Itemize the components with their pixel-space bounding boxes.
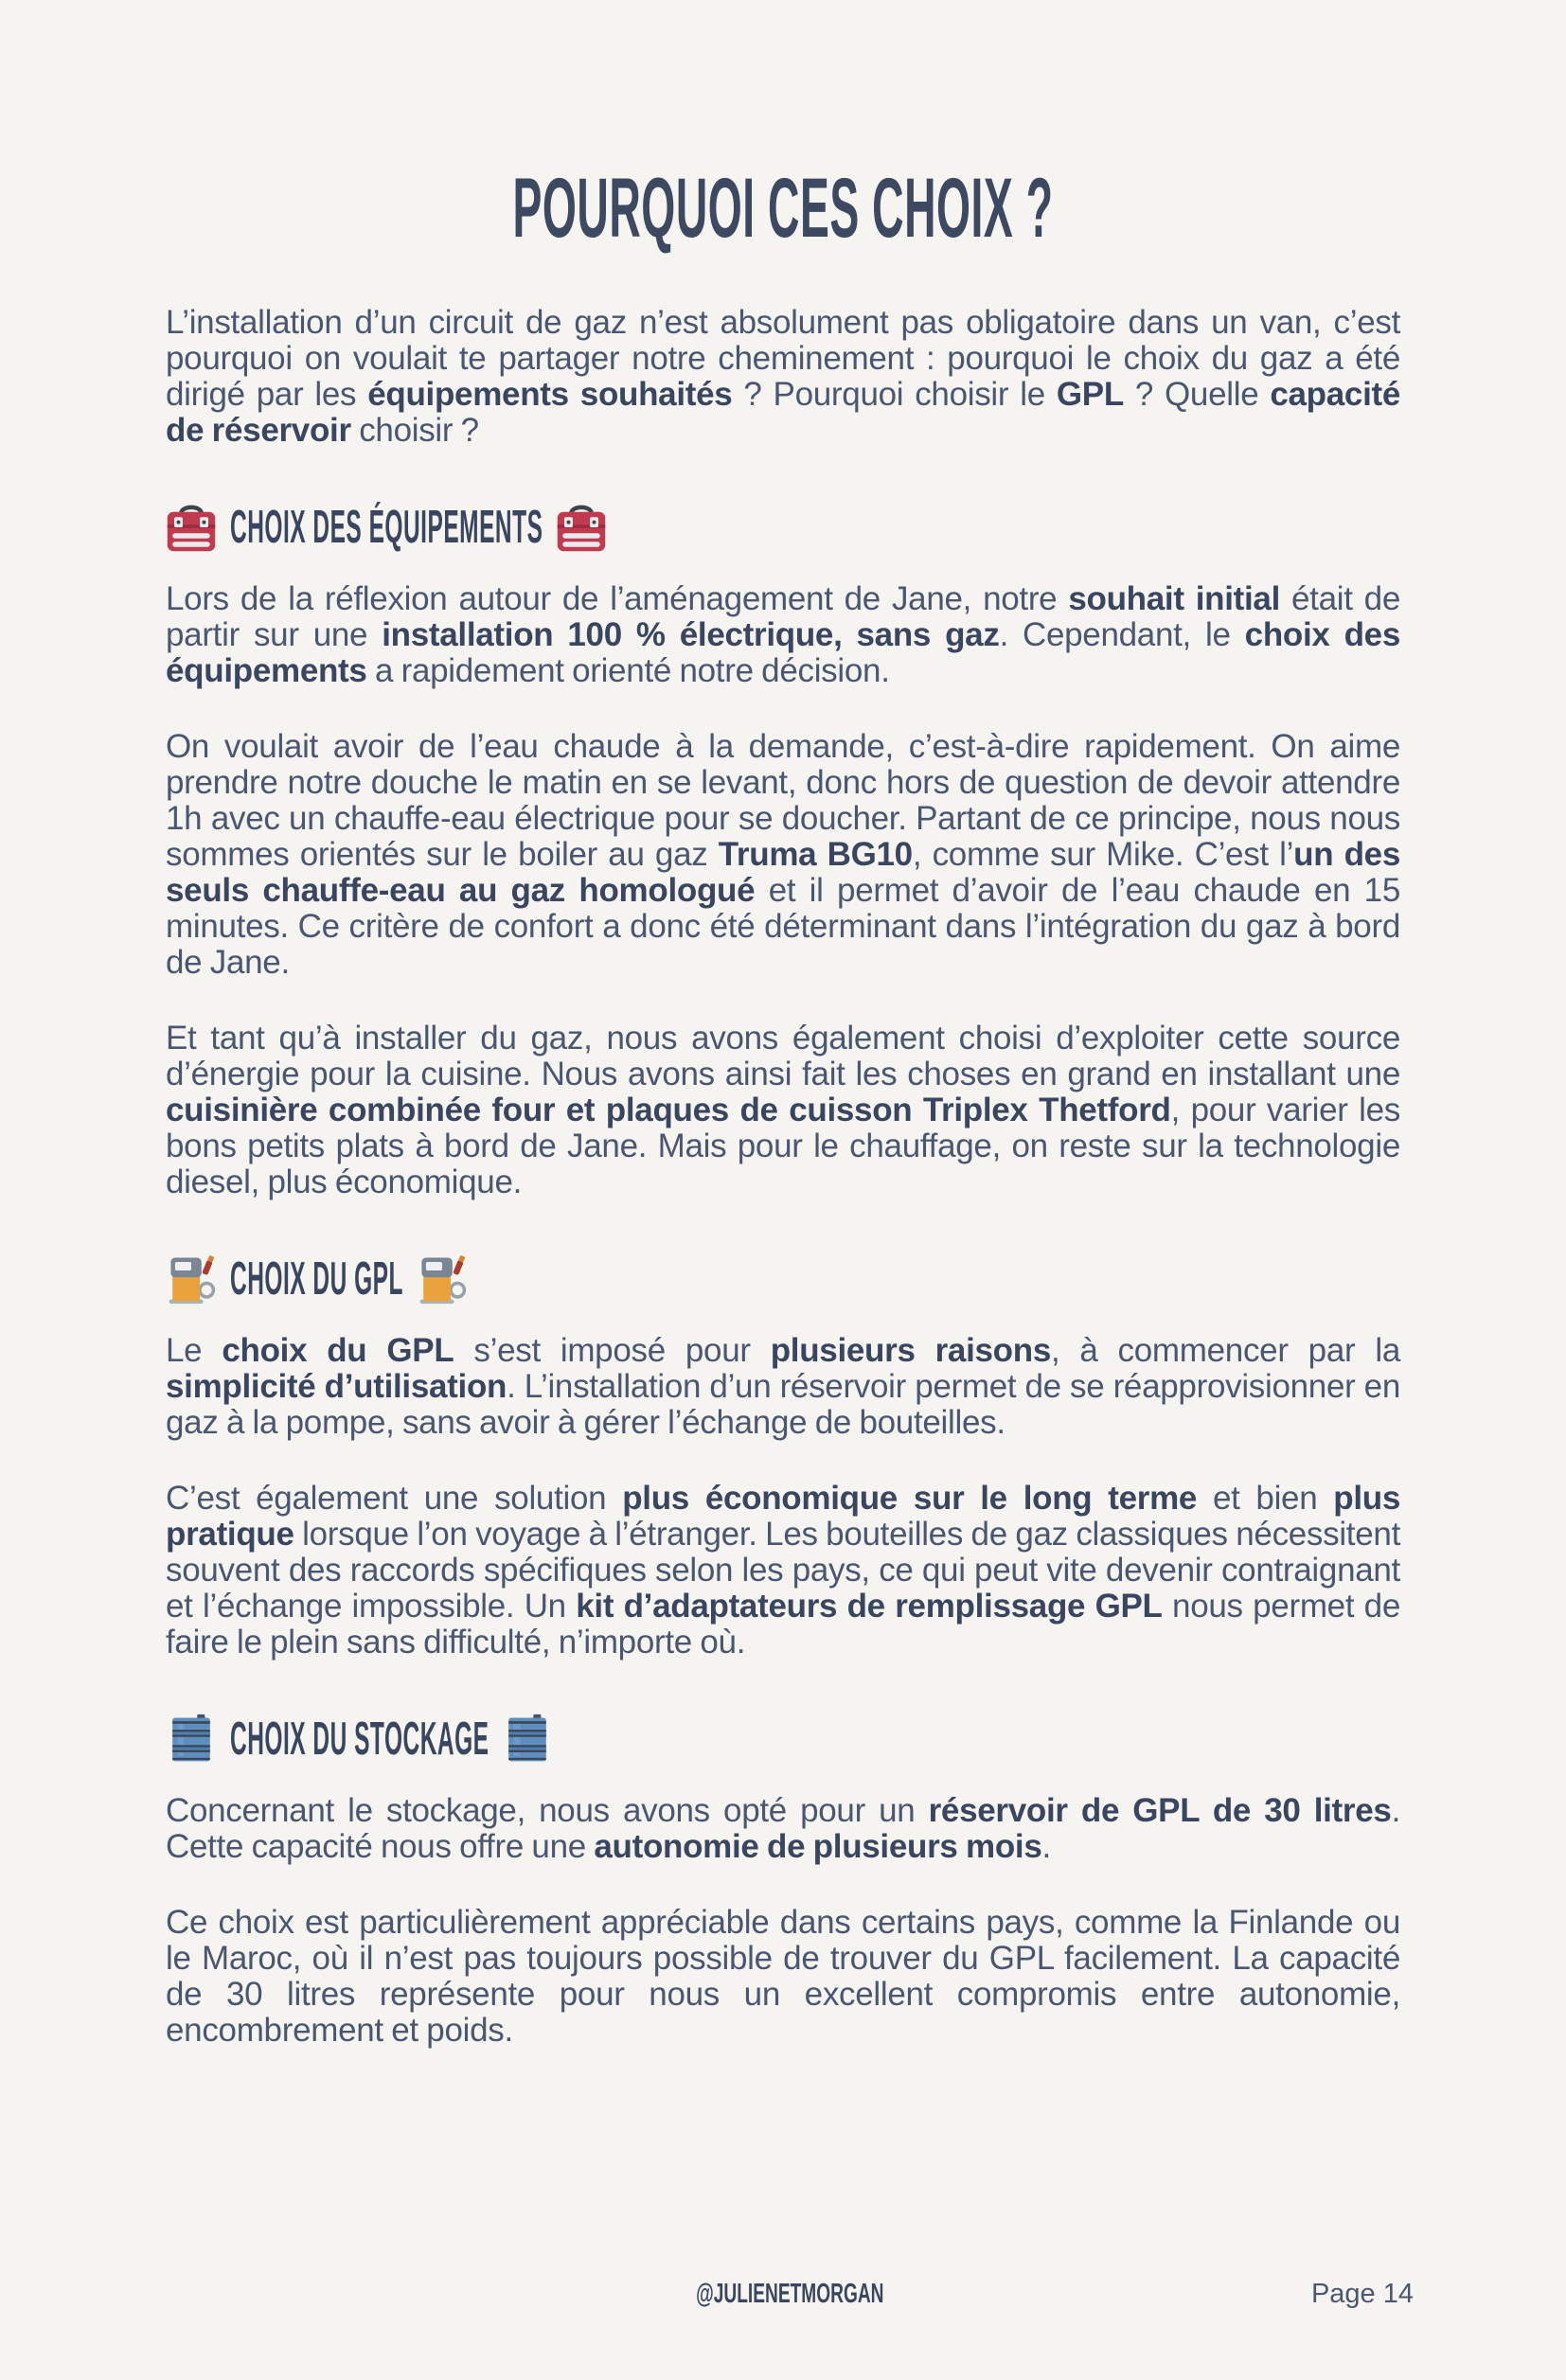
page-title: POURQUOI CES CHOIX ?	[512, 160, 1054, 255]
section-heading-equipements	[166, 502, 1400, 553]
oil-drum-icon	[166, 1714, 217, 1765]
paragraph: Lors de la réflexion autour de l’aménagement de Jane, notre souhait initial était de partir sur une installation 100 % électrique, sans gaz. Cependant, le choix des équipements a rapidement orienté notre décision.	[166, 580, 1401, 689]
paragraph: Ce choix est particulièrement appréciable dans certains pays, comme la Finlande ou le Maroc, où il n’est pas toujours possible de trouver du GPL facilement. La capacité de 30 litres représente pour nous un excellent compromis entre autonomie, encombrement et poids.	[166, 1904, 1400, 2049]
fuel-pump-icon	[166, 1253, 217, 1305]
toolbox-icon	[166, 502, 217, 553]
oil-drum-icon	[502, 1714, 553, 1765]
section-equipements	[166, 502, 1400, 1200]
footer-handle: @JULIENETMORGAN	[695, 2279, 884, 2309]
section-gpl	[166, 1253, 1400, 1661]
document-page	[0, 160, 1566, 2380]
fuel-pump-icon	[417, 1253, 468, 1305]
paragraph: On voulait avoir de l’eau chaude à la demande, c’est-à-dire rapidement. On aime prendre notre douche le matin en se levant, donc hors de question de devoir attendre 1h avec un chauffe-eau électrique pour se doucher. Partant de ce principe, nous nous sommes orientés sur le boiler au gaz Truma BG10, comme sur Mike. C’est l’un des seuls chauffe-eau au gaz homologué et il permet d’avoir de l’eau chaude en 15 minutes. Ce critère de confort a donc été déterminant dans l’intégration du gaz à bord de Jane.	[166, 728, 1400, 981]
paragraph: Et tant qu’à installer du gaz, nous avons également choisi d’exploiter cette source d’énergie pour la cuisine. Nous avons ainsi fait les choses en grand en installant une cuisinière combinée four et plaques de cuisson Triplex Thetford, pour varier les bons petits plats à bord de Jane. Mais pour le chauffage, on reste sur la technologie diesel, plus économique.	[166, 1020, 1401, 1200]
section-stockage	[166, 1714, 1400, 2049]
section-heading-gpl	[166, 1253, 1400, 1305]
intro-paragraph: L’installation d’un circuit de gaz n’est absolument pas obligatoire dans un van, c’est pourquoi on voulait te partager notre cheminement : pourquoi le choix du gaz a été dirigé par les équipements souhaités ? Pourquoi choisir le GPL ? Quelle capacité de réservoir choisir ?	[166, 304, 1401, 449]
page-footer	[166, 2281, 1414, 2318]
footer-handle-wrap	[166, 2281, 1414, 2308]
section-heading-label: CHOIX DU STOCKAGE	[230, 1713, 489, 1765]
paragraph: Le choix du GPL s’est imposé pour plusieurs raisons, à commencer par la simplicité d’utilisation. L’installation d’un réservoir permet de se réapprovisionner en gaz à la pompe, sans avoir à gérer l’échange de bouteilles.	[166, 1332, 1401, 1441]
section-heading-label: CHOIX DU GPL	[230, 1252, 403, 1305]
toolbox-icon	[556, 502, 607, 553]
section-heading-label: CHOIX DES ÉQUIPEMENTS	[230, 501, 543, 553]
paragraph: C’est également une solution plus économique sur le long terme et bien plus pratique lorsque l’on voyage à l’étranger. Les bouteilles de gaz classiques nécessitent souvent des raccords spécifiques selon les pays, ce qui peut vite devenir contraignant et l’échange impossible. Un kit d’adaptateurs de remplissage GPL nous permet de faire le plein sans difficulté, n’importe où.	[166, 1480, 1400, 1661]
paragraph: Concernant le stockage, nous avons opté pour un réservoir de GPL de 30 litres. Cette capacité nous offre une autonomie de plusieurs mois.	[166, 1792, 1400, 1865]
section-heading-stockage	[166, 1714, 1400, 1765]
page-number: Page 14	[1310, 2279, 1414, 2309]
